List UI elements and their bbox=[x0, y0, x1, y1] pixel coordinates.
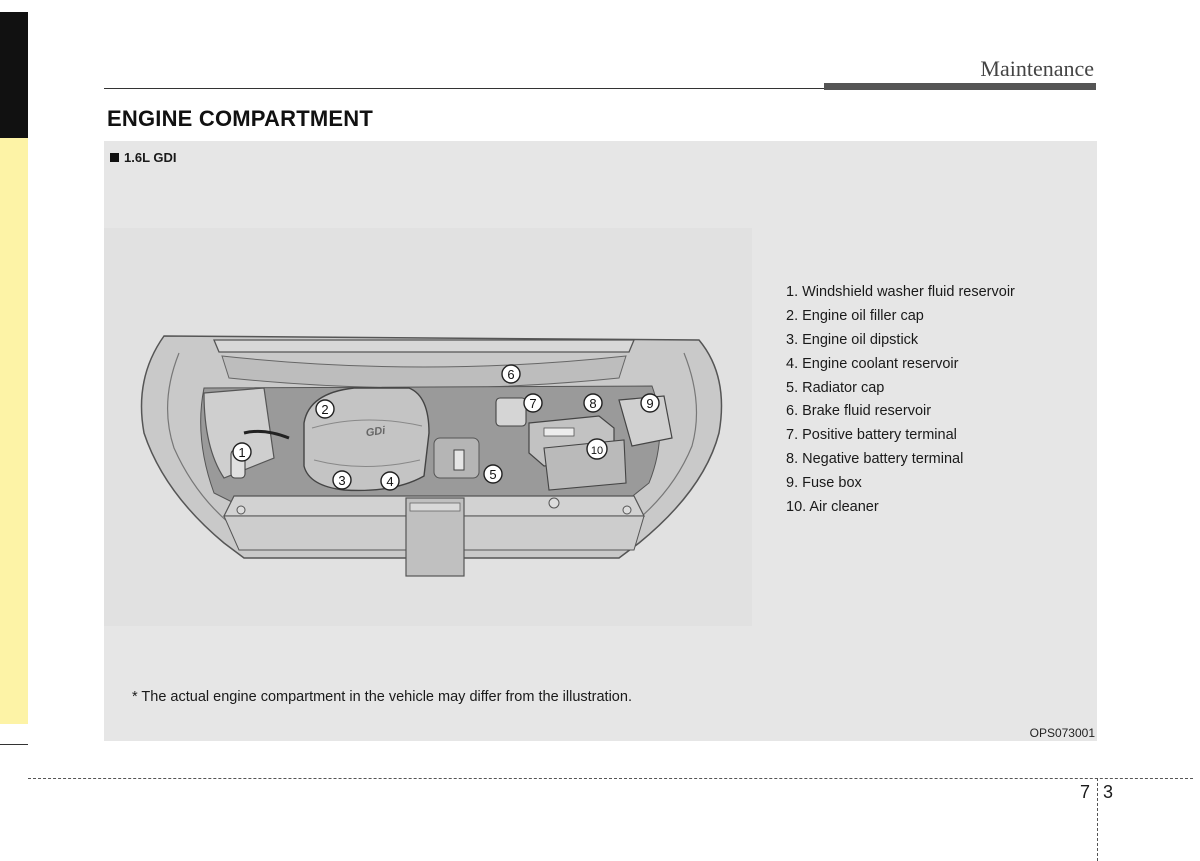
callout-8-label: 8 bbox=[589, 396, 597, 411]
engine-badge-text: GDi bbox=[365, 424, 387, 440]
component-legend bbox=[786, 282, 1015, 521]
footer-rule bbox=[28, 778, 1193, 779]
figure-code: OPS073001 bbox=[1029, 726, 1095, 740]
callout-9 bbox=[641, 394, 659, 412]
page-number: 3 bbox=[1103, 782, 1114, 802]
section-title: Maintenance bbox=[980, 56, 1094, 81]
callout-2 bbox=[316, 400, 334, 418]
legend-item: 7. Positive battery terminal bbox=[786, 427, 957, 444]
chapter-tab-strip bbox=[0, 138, 28, 724]
legend-item: 5. Radiator cap bbox=[786, 379, 885, 396]
legend-item: 8. Negative battery terminal bbox=[786, 451, 964, 468]
header-bar bbox=[824, 83, 1096, 90]
legend-item: 6. Brake fluid reservoir bbox=[786, 403, 932, 420]
illustration-disclaimer: * The actual engine compartment in the vehicle may differ from the illustration. bbox=[132, 689, 632, 705]
callout-1-label: 1 bbox=[238, 445, 246, 460]
engine-variant-label bbox=[110, 150, 177, 165]
callout-10-label: 10 bbox=[590, 445, 604, 457]
header-rule bbox=[104, 88, 824, 89]
bullet-square-icon bbox=[110, 153, 119, 162]
legend-item: 9. Fuse box bbox=[786, 475, 862, 492]
callout-5 bbox=[484, 465, 502, 483]
engine-compartment-illustration bbox=[104, 228, 752, 626]
callout-3-label: 3 bbox=[338, 473, 346, 488]
chapter-tab-marker bbox=[0, 12, 28, 138]
legend-item: 1. Windshield washer fluid reservoir bbox=[786, 284, 1015, 300]
variant-text: 1.6L GDI bbox=[124, 150, 177, 165]
side-divider bbox=[0, 744, 28, 745]
page-title: ENGINE COMPARTMENT bbox=[107, 106, 373, 131]
legend-item: 10. Air cleaner bbox=[786, 499, 879, 516]
callout-9-label: 9 bbox=[646, 396, 654, 411]
callout-3 bbox=[333, 471, 351, 489]
callout-1 bbox=[233, 443, 251, 461]
callout-6-label: 6 bbox=[507, 367, 515, 382]
callout-8 bbox=[584, 394, 602, 412]
callout-2-label: 2 bbox=[321, 402, 329, 417]
callout-7-label: 7 bbox=[529, 396, 537, 411]
callout-4-label: 4 bbox=[386, 474, 394, 489]
legend-item: 3. Engine oil dipstick bbox=[786, 331, 919, 348]
legend-item: 2. Engine oil filler cap bbox=[786, 307, 924, 324]
page-chapter-number: 7 bbox=[1080, 782, 1091, 802]
callout-10 bbox=[587, 439, 607, 459]
legend-item: 4. Engine coolant reservoir bbox=[786, 355, 959, 372]
callout-4 bbox=[381, 472, 399, 490]
callout-7 bbox=[524, 394, 542, 412]
callout-5-label: 5 bbox=[489, 467, 497, 482]
footer-divider bbox=[1097, 778, 1098, 861]
callout-6 bbox=[502, 365, 520, 383]
